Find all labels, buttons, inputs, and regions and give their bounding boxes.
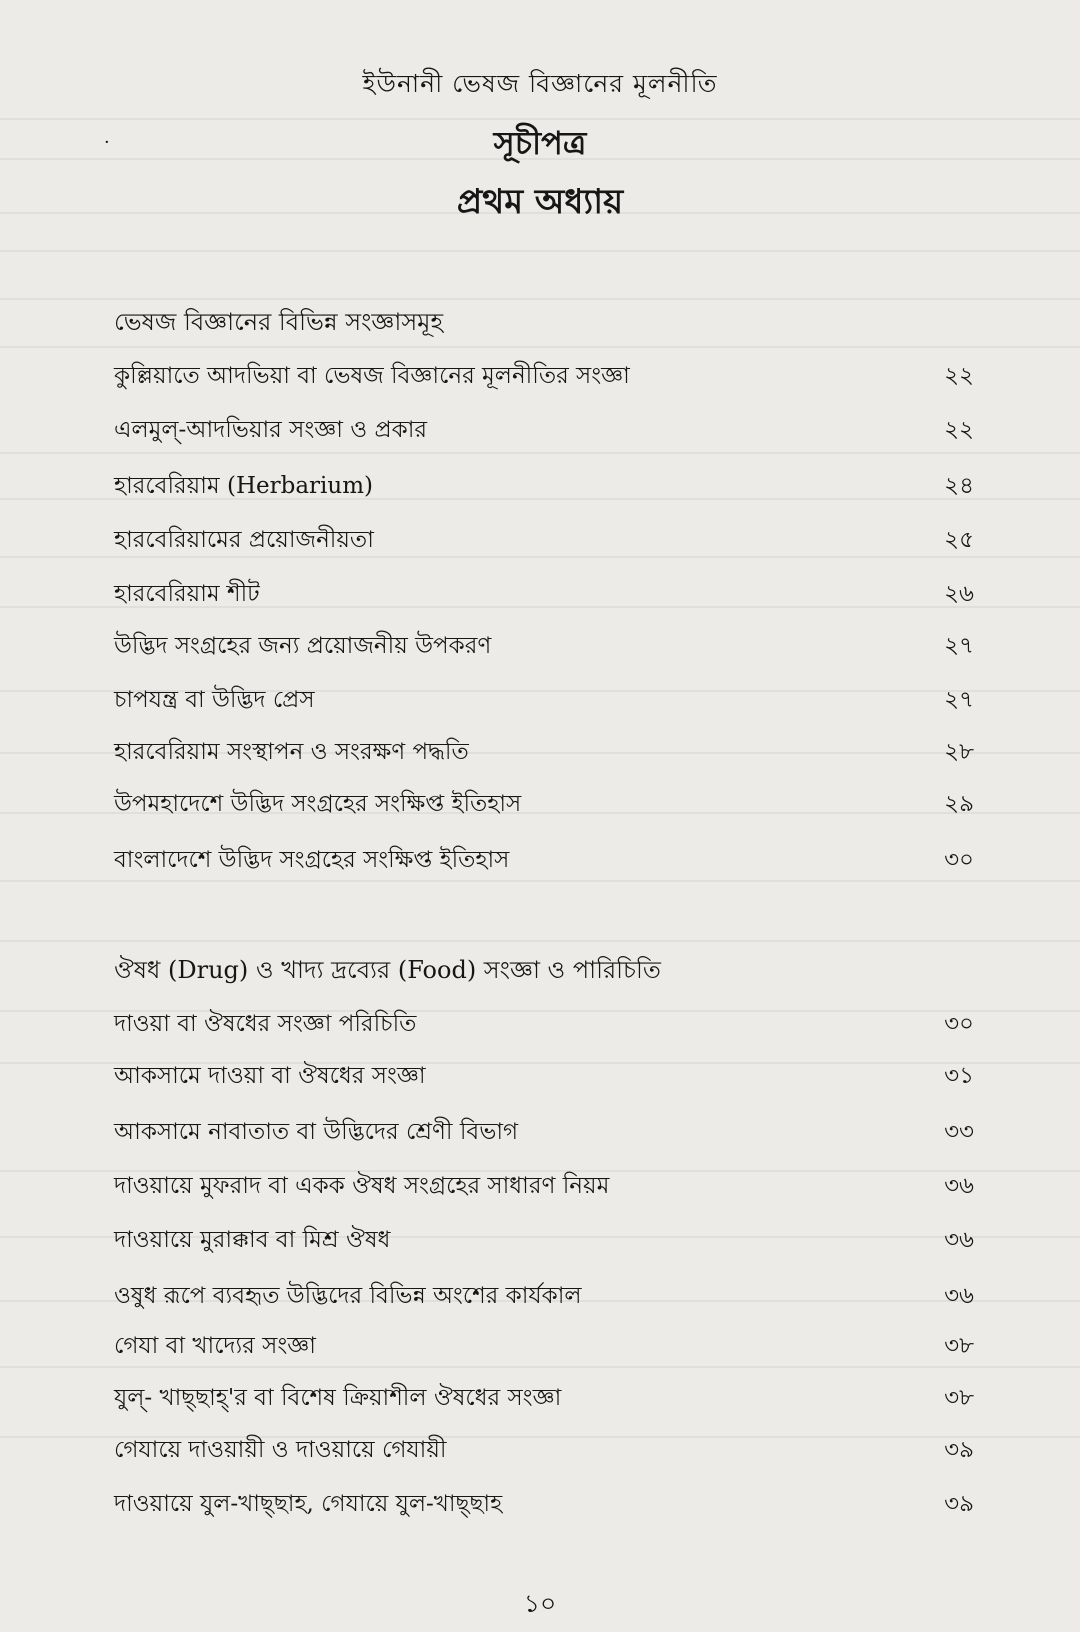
table-of-contents <box>114 0 974 1632</box>
running-head: ইউনানী ভেষজ বিজ্ঞানের মূলনীতি <box>362 69 718 98</box>
toc-entry-page: ২৮ <box>944 739 974 765</box>
toc-entry[interactable] <box>114 784 974 824</box>
toc-entry[interactable] <box>114 1378 974 1418</box>
toc-entry-page: ৩০ <box>944 1011 974 1037</box>
toc-entry-label: গেযা বা খাদ্যের সংজ্ঞা <box>114 1333 316 1359</box>
chapter-heading: প্রথম অধ্যায় <box>456 182 624 222</box>
toc-entry-label: ওষুধ রূপে ব্যবহৃত উদ্ভিদের বিভিন্ন অংশের কার্যকাল <box>114 1283 582 1309</box>
toc-entry[interactable] <box>114 732 974 772</box>
toc-entry-page: ২৪ <box>944 473 974 499</box>
toc-entry[interactable] <box>114 1276 974 1316</box>
toc-entry[interactable] <box>114 1056 974 1096</box>
toc-entry-label: উপমহাদেশে উদ্ভিদ সংগ্রহের সংক্ষিপ্ত ইতিহাস <box>114 791 522 817</box>
toc-entry[interactable] <box>114 680 974 720</box>
toc-entry[interactable] <box>114 520 974 560</box>
toc-entry-label: আকসামে নাবাতাত বা উদ্ভিদের শ্রেণী বিভাগ <box>114 1119 519 1145</box>
toc-entry-page: ৩৩ <box>944 1119 974 1145</box>
toc-section-label: ঔষধ (Drug) ও খাদ্য দ্রব্যের (Food) সংজ্ঞা ও পারিচিতি <box>114 956 661 984</box>
toc-section-heading[interactable] <box>114 950 974 990</box>
toc-entry[interactable] <box>114 410 974 450</box>
toc-section-heading[interactable] <box>114 302 974 342</box>
toc-entry-page: ২৬ <box>944 581 974 607</box>
toc-entry-label: হারবেরিয়াম (Herbarium) <box>114 473 373 499</box>
toc-entry-label: কুল্লিয়াতে আদভিয়া বা ভেষজ বিজ্ঞানের মূলনীতির সংজ্ঞা <box>114 363 630 389</box>
toc-entry-label: দাওয়া বা ঔষধের সংজ্ঞা পরিচিতি <box>114 1011 417 1037</box>
toc-entry-page: ৩৬ <box>944 1173 974 1199</box>
toc-entry-label: হারবেরিয়াম সংস্থাপন ও সংরক্ষণ পদ্ধতি <box>114 739 469 765</box>
toc-entry-page: ২২ <box>944 363 974 389</box>
toc-entry-label: চাপযন্ত্র বা উদ্ভিদ প্রেস <box>114 687 315 713</box>
toc-entry-label: হারবেরিয়ামের প্রয়োজনীয়তা <box>114 527 374 553</box>
toc-entry-page: ৩৯ <box>944 1437 974 1463</box>
toc-entry-label: বাংলাদেশে উদ্ভিদ সংগ্রহের সংক্ষিপ্ত ইতিহাস <box>114 847 510 873</box>
toc-entry-page: ৩৬ <box>944 1283 974 1309</box>
toc-entry-label: গেযায়ে দাওয়ায়ী ও দাওয়ায়ে গেযায়ী <box>114 1437 447 1463</box>
page-title: সূচীপত্র <box>493 124 587 162</box>
toc-entry[interactable] <box>114 840 974 880</box>
toc-entry-page: ২৯ <box>944 791 974 817</box>
toc-entry-page: ২৫ <box>944 527 974 553</box>
toc-entry-label: যুল্- খাছ্ছাহ্'র বা বিশেষ ক্রিয়াশীল ঔষধের সংজ্ঞা <box>114 1385 562 1411</box>
toc-entry[interactable] <box>114 1430 974 1470</box>
toc-entry[interactable] <box>114 574 974 614</box>
stray-dot-mark: · <box>104 132 110 153</box>
toc-entry[interactable] <box>114 1484 974 1524</box>
toc-entry[interactable] <box>114 1326 974 1366</box>
toc-entry[interactable] <box>114 1004 974 1044</box>
toc-entry-page: ২৭ <box>944 687 974 713</box>
toc-entry[interactable] <box>114 1166 974 1206</box>
toc-entry-label: দাওয়ায়ে যুল-খাছ্ছাহ, গেযায়ে যুল-খাছ্ছাহ <box>114 1491 503 1517</box>
toc-entry-label: দাওয়ায়ে মুরাক্কাব বা মিশ্র ঔষধ <box>114 1227 391 1253</box>
toc-entry[interactable] <box>114 356 974 396</box>
toc-section-label: ভেষজ বিজ্ঞানের বিভিন্ন সংজ্ঞাসমূহ <box>114 308 444 336</box>
page-number: ১০ <box>523 1589 557 1618</box>
toc-entry-label: আকসামে দাওয়া বা ঔষধের সংজ্ঞা <box>114 1063 426 1089</box>
toc-entry-label: এলমুল্-আদভিয়ার সংজ্ঞা ও প্রকার <box>114 417 428 443</box>
toc-entry-page: ৩৮ <box>944 1333 974 1359</box>
toc-entry-page: ৩৮ <box>944 1385 974 1411</box>
toc-entry[interactable] <box>114 1220 974 1260</box>
toc-entry-label: উদ্ভিদ সংগ্রহের জন্য প্রয়োজনীয় উপকরণ <box>114 633 492 659</box>
toc-entry-label: হারবেরিয়াম শীট <box>114 581 260 607</box>
toc-entry[interactable] <box>114 626 974 666</box>
toc-entry-page: ২২ <box>944 417 974 443</box>
toc-entry-page: ৩১ <box>944 1063 974 1089</box>
toc-entry-page: ৩৯ <box>944 1491 974 1517</box>
toc-entry-page: ৩৬ <box>944 1227 974 1253</box>
toc-entry-page: ২৭ <box>944 633 974 659</box>
toc-entry[interactable] <box>114 1112 974 1152</box>
toc-entry-page: ৩০ <box>944 847 974 873</box>
toc-entry[interactable] <box>114 466 974 506</box>
toc-entry-label: দাওয়ায়ে মুফরাদ বা একক ঔষধ সংগ্রহের সাধারণ নিয়ম <box>114 1173 610 1199</box>
